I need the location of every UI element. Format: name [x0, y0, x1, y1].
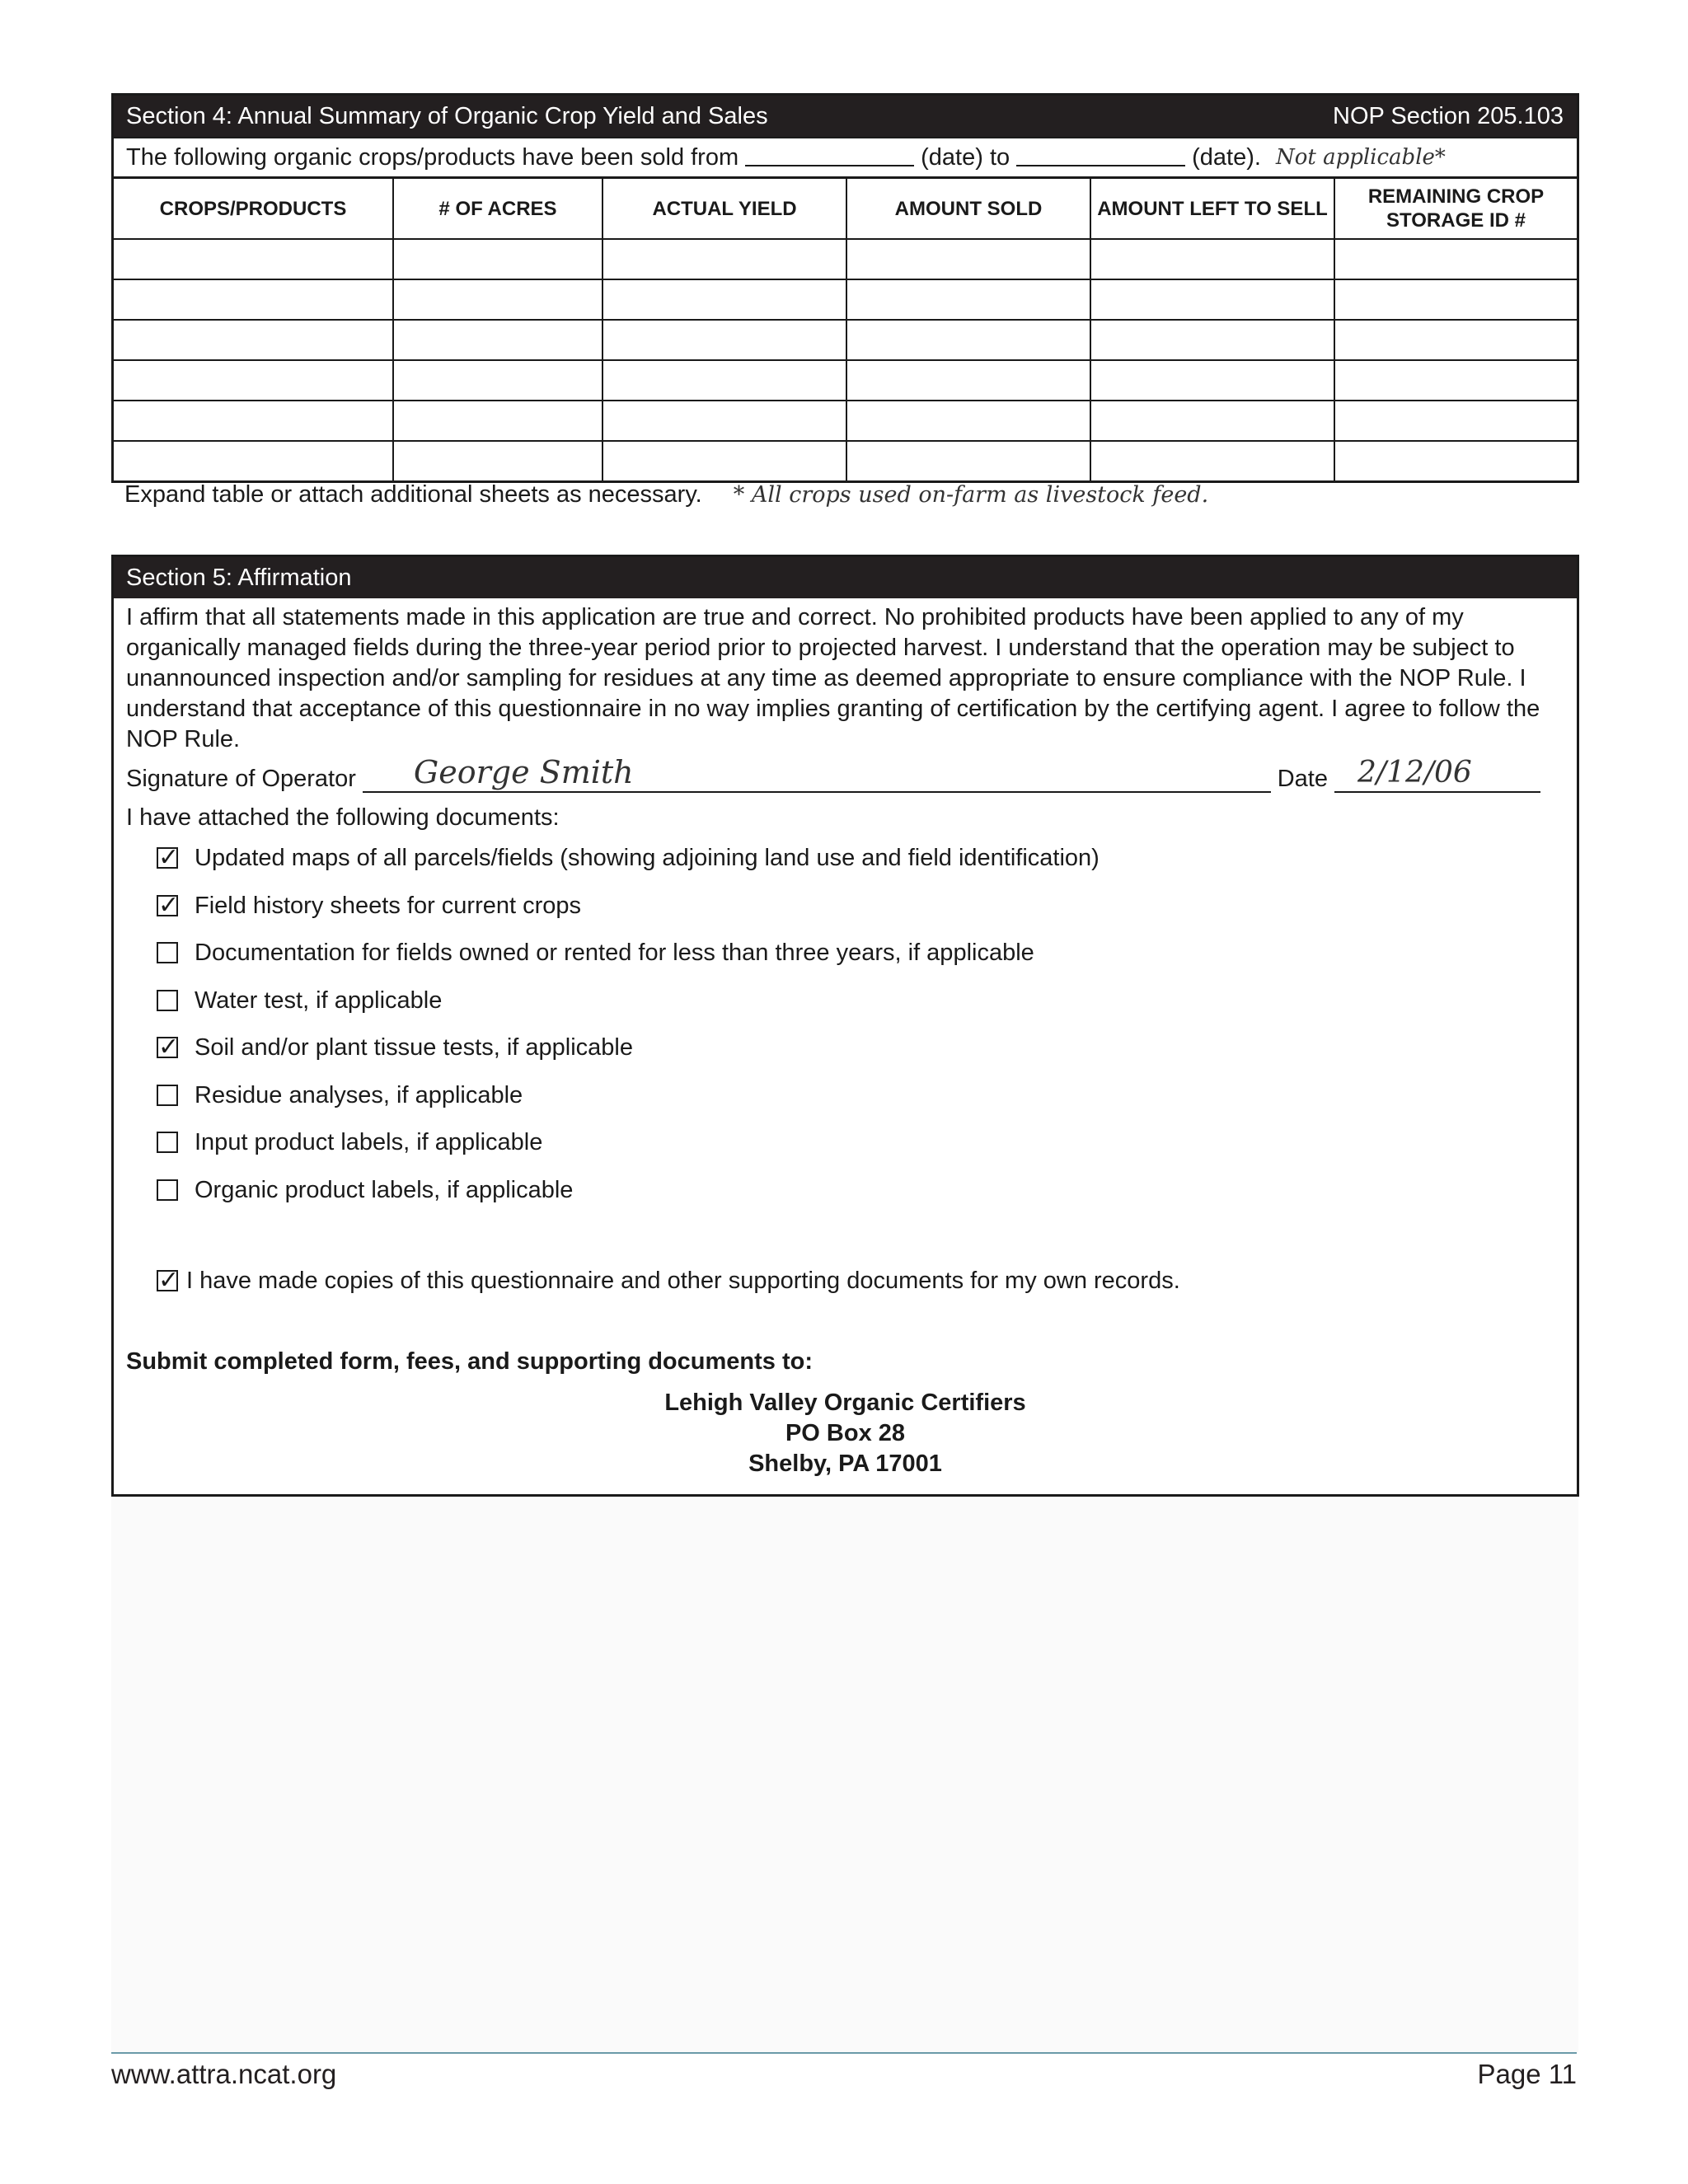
table-cell[interactable]: [846, 239, 1090, 279]
document-label: Soil and/or plant tissue tests, if applicable: [195, 1034, 633, 1061]
document-label: Water test, if applicable: [195, 987, 443, 1014]
list-item: [157, 845, 1100, 893]
column-header: CROPS/PRODUCTS: [114, 178, 393, 240]
nop-section-reference: NOP Section 205.103: [1333, 102, 1564, 129]
table-cell[interactable]: [1334, 279, 1577, 320]
sold-dates-line: [114, 137, 1577, 176]
crop-table-body: [114, 239, 1577, 480]
table-cell[interactable]: [846, 441, 1090, 480]
section-4-header: [114, 96, 1577, 137]
document-label: Input product labels, if applicable: [195, 1129, 543, 1155]
document-label: Residue analyses, if applicable: [195, 1081, 523, 1108]
section-5-box: [111, 555, 1579, 1497]
table-cell[interactable]: [1334, 401, 1577, 441]
checkbox[interactable]: [157, 1267, 180, 1294]
checkmark-icon: ✓: [158, 844, 180, 871]
address-line: Shelby, PA 17001: [748, 1451, 942, 1477]
column-header: AMOUNT SOLD: [846, 178, 1090, 240]
footer-divider: [111, 2052, 1577, 2054]
document-label: Updated maps of all parcels/fields (showing adjoining land use and field identification): [195, 845, 1100, 871]
column-header: ACTUAL YIELD: [603, 178, 846, 240]
list-item: [157, 893, 1100, 940]
certifier-address: [114, 1388, 1577, 1479]
checkbox[interactable]: [157, 942, 178, 963]
date-to-field[interactable]: [1016, 148, 1185, 166]
document-label: Field history sheets for current crops: [195, 892, 582, 919]
table-cell[interactable]: [1090, 239, 1334, 279]
table-cell[interactable]: [846, 401, 1090, 441]
table-cell[interactable]: [393, 279, 603, 320]
column-header: AMOUNT LEFT TO SELL: [1090, 178, 1334, 240]
checkmark-icon: ✓: [158, 1267, 180, 1294]
table-header-row: [114, 178, 1577, 240]
table-cell[interactable]: [114, 401, 393, 441]
attached-documents-label: I have attached the following documents:: [126, 804, 560, 831]
copies-confirmation: [157, 1268, 1180, 1295]
list-item: [157, 940, 1100, 987]
section-4-title: Section 4: Annual Summary of Organic Crop Yield and Sales: [126, 102, 768, 129]
livestock-feed-footnote: * All crops used on-farm as livestock feed.: [733, 482, 1209, 508]
date-field[interactable]: [1334, 758, 1540, 793]
document-label: Organic product labels, if applicable: [195, 1176, 574, 1203]
table-row: [114, 320, 1577, 360]
table-cell[interactable]: [393, 401, 603, 441]
sold-prefix: The following organic crops/products have been sold from: [126, 143, 739, 171]
table-row: [114, 279, 1577, 320]
list-item: [157, 1034, 1100, 1082]
signature-row: [126, 754, 1540, 793]
checkbox[interactable]: [157, 1033, 180, 1061]
table-cell[interactable]: [603, 279, 846, 320]
list-item: [157, 1177, 1100, 1225]
column-header: # OF ACRES: [393, 178, 603, 240]
signature-field[interactable]: [363, 754, 1271, 793]
table-cell[interactable]: [393, 441, 603, 480]
table-cell[interactable]: [1090, 441, 1334, 480]
date-to-label: (date) to: [921, 143, 1010, 171]
date-from-field[interactable]: [745, 148, 914, 166]
attached-documents-list: [157, 845, 1100, 1224]
table-cell[interactable]: [1090, 360, 1334, 401]
table-cell[interactable]: [393, 320, 603, 360]
list-item: [157, 987, 1100, 1035]
signature-label: Signature of Operator: [126, 766, 356, 792]
table-cell[interactable]: [1334, 239, 1577, 279]
crop-summary-table: [114, 176, 1577, 480]
table-cell[interactable]: [1334, 441, 1577, 480]
date-end-label: (date).: [1192, 143, 1261, 171]
table-row: [114, 239, 1577, 279]
date-label: Date: [1277, 766, 1328, 792]
submit-instructions: Submit completed form, fees, and supporting documents to:: [126, 1348, 813, 1375]
address-line: Lehigh Valley Organic Certifiers: [664, 1390, 1026, 1416]
table-cell[interactable]: [1334, 320, 1577, 360]
checkmark-icon: ✓: [158, 891, 180, 919]
table-row: [114, 360, 1577, 401]
signature-date: 2/12/06: [1357, 756, 1472, 790]
list-item: [157, 1129, 1100, 1177]
checkbox[interactable]: [157, 1085, 178, 1106]
copies-label: I have made copies of this questionnaire and other supporting documents for my own records.: [186, 1268, 1180, 1294]
table-cell[interactable]: [603, 320, 846, 360]
checkbox[interactable]: [157, 1132, 178, 1153]
footer-website: www.attra.ncat.org: [111, 2059, 337, 2089]
table-row: [114, 401, 1577, 441]
section-4-box: [111, 93, 1579, 483]
affirmation-text: I affirm that all statements made in this application are true and correct. No prohibited products have been applied to any of my organically managed fields during the three-year period prior to projected harvest. I understand that the operation may be subject to unannounced inspection and/or sampling for residues at any time as deemed appropriate to ensure compliance with the NOP Rule. I understand that acceptance of this questionnaire in no way implies granting of certification by the certifying agent. I agree to follow the NOP Rule.: [126, 604, 1540, 752]
table-cell[interactable]: [114, 320, 393, 360]
table-cell[interactable]: [603, 441, 846, 480]
table-cell[interactable]: [603, 401, 846, 441]
operator-signature: George Smith: [413, 754, 634, 790]
expand-table-note: [124, 481, 1208, 509]
checkbox[interactable]: [157, 891, 180, 919]
page-background-tint: [111, 1498, 1578, 2052]
section-5-header: [114, 557, 1577, 598]
table-cell[interactable]: [393, 239, 603, 279]
table-row: [114, 441, 1577, 480]
table-cell[interactable]: [846, 320, 1090, 360]
checkbox[interactable]: [157, 844, 180, 871]
table-cell[interactable]: [603, 360, 846, 401]
expand-note-text: Expand table or attach additional sheets as necessary.: [124, 481, 702, 508]
column-header: REMAINING CROP STORAGE ID #: [1334, 178, 1577, 240]
section-5-title: Section 5: Affirmation: [126, 564, 352, 591]
table-cell[interactable]: [393, 360, 603, 401]
page-number: Page 11: [1477, 2059, 1577, 2089]
table-cell[interactable]: [846, 360, 1090, 401]
document-label: Documentation for fields owned or rented for less than three years, if applicable: [195, 940, 1034, 966]
not-applicable-note: Not applicable*: [1275, 145, 1446, 170]
table-cell[interactable]: [1090, 401, 1334, 441]
table-cell[interactable]: [846, 279, 1090, 320]
table-cell[interactable]: [603, 239, 846, 279]
table-cell[interactable]: [1090, 279, 1334, 320]
table-cell[interactable]: [114, 360, 393, 401]
table-cell[interactable]: [1334, 360, 1577, 401]
table-cell[interactable]: [114, 279, 393, 320]
checkmark-icon: ✓: [158, 1033, 180, 1061]
checkbox[interactable]: [157, 1179, 178, 1201]
address-line: PO Box 28: [785, 1420, 906, 1446]
table-cell[interactable]: [1090, 320, 1334, 360]
checkbox[interactable]: [157, 990, 178, 1011]
list-item: [157, 1082, 1100, 1130]
table-cell[interactable]: [114, 441, 393, 480]
table-cell[interactable]: [114, 239, 393, 279]
